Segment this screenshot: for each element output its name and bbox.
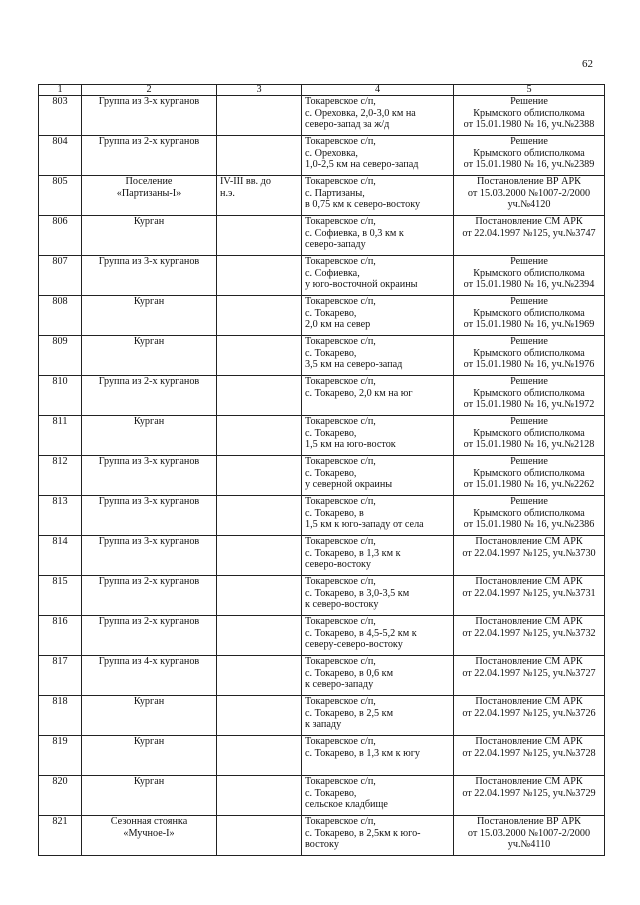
cell-decision-line: от 22.04.1997 №125, уч.№3726 bbox=[462, 707, 596, 719]
cell-number: 808 bbox=[39, 296, 82, 336]
table-row bbox=[39, 376, 605, 416]
cell-name bbox=[82, 96, 217, 136]
cell-decision bbox=[454, 296, 605, 336]
cell-location bbox=[302, 256, 454, 296]
cell-number: 803 bbox=[39, 96, 82, 136]
cell-period bbox=[217, 736, 302, 776]
cell-location-line: 1,5 км на юго-восток bbox=[305, 439, 396, 451]
cell-location-line: 1,5 км к юго-западу от села bbox=[305, 519, 424, 531]
cell-location bbox=[302, 656, 454, 696]
cell-location-line: к северо-западу bbox=[305, 679, 374, 691]
cell-location-line: с. Токарево, в 0,6 км bbox=[305, 667, 394, 679]
table-row bbox=[39, 96, 605, 136]
cell-name bbox=[82, 576, 217, 616]
table-row bbox=[39, 536, 605, 576]
table-header-row bbox=[39, 85, 605, 96]
cell-period bbox=[217, 496, 302, 536]
cell-name-line: Курган bbox=[133, 736, 165, 747]
column-header: 5 bbox=[454, 85, 605, 96]
cell-number: 812 bbox=[39, 456, 82, 496]
cell-location-line: с. Партизаны, bbox=[305, 187, 365, 199]
table-row bbox=[39, 576, 605, 616]
cell-decision-line: Решение bbox=[510, 96, 548, 107]
cell-number: 814 bbox=[39, 536, 82, 576]
cell-location bbox=[302, 96, 454, 136]
cell-decision-line: от 15.01.1980 № 16, уч.№2386 bbox=[463, 519, 595, 531]
cell-decision-line: от 22.04.1997 №125, уч.№3731 bbox=[462, 587, 596, 599]
cell-name bbox=[82, 256, 217, 296]
cell-location-line: северо-западу bbox=[305, 239, 366, 251]
cell-decision-line: от 15.01.1980 № 16, уч.№1969 bbox=[463, 319, 595, 331]
table-row bbox=[39, 216, 605, 256]
cell-location-line: северо-востоку bbox=[305, 559, 371, 571]
cell-decision-line: от 22.04.1997 №125, уч.№3730 bbox=[462, 547, 596, 559]
cell-decision-line: Крымского облисполкома bbox=[473, 307, 585, 319]
table-row bbox=[39, 416, 605, 456]
cell-location-line: Токаревское с/п, bbox=[305, 96, 376, 107]
cell-period bbox=[217, 96, 302, 136]
cell-name-line: Сезонная стоянка bbox=[110, 816, 188, 827]
table-row bbox=[39, 616, 605, 656]
cell-name bbox=[82, 136, 217, 176]
cell-decision bbox=[454, 776, 605, 816]
cell-decision-line: Крымского облисполкома bbox=[473, 347, 585, 359]
table-row bbox=[39, 696, 605, 736]
cell-location-line: Токаревское с/п, bbox=[305, 576, 376, 587]
cell-name-line: Группа из 3-х курганов bbox=[98, 96, 200, 107]
cell-name bbox=[82, 376, 217, 416]
cell-decision-line: Крымского облисполкома bbox=[473, 147, 585, 159]
cell-name bbox=[82, 296, 217, 336]
cell-location bbox=[302, 776, 454, 816]
cell-period bbox=[217, 576, 302, 616]
cell-decision-line: Постановление ВР АРК bbox=[477, 816, 581, 827]
cell-name bbox=[82, 736, 217, 776]
cell-decision bbox=[454, 136, 605, 176]
cell-decision-line: от 15.03.2000 №1007-2/2000 bbox=[467, 187, 591, 199]
cell-number: 821 bbox=[39, 816, 82, 856]
cell-decision-line: Крымского облисполкома bbox=[473, 267, 585, 279]
cell-decision-line: Постановление СМ АРК bbox=[475, 696, 583, 707]
cell-location-line: с. Токарево, 2,0 км на юг bbox=[305, 387, 413, 399]
cell-number: 811 bbox=[39, 416, 82, 456]
cell-period bbox=[217, 816, 302, 856]
cell-period bbox=[217, 136, 302, 176]
cell-decision-line: от 15.01.1980 № 16, уч.№2262 bbox=[463, 479, 595, 491]
table-row bbox=[39, 456, 605, 496]
cell-decision bbox=[454, 216, 605, 256]
cell-location-line: у юго-восточной окраины bbox=[305, 279, 418, 291]
cell-name-line: Группа из 3-х курганов bbox=[98, 536, 200, 547]
cell-decision-line: Решение bbox=[510, 336, 548, 347]
cell-location-line: Токаревское с/п, bbox=[305, 816, 376, 827]
cell-name-line: Группа из 2-х курганов bbox=[98, 136, 200, 147]
cell-decision-line: от 15.01.1980 № 16, уч.№1976 bbox=[463, 359, 595, 371]
cell-decision bbox=[454, 336, 605, 376]
cell-number: 809 bbox=[39, 336, 82, 376]
cell-decision-line: Крымского облисполкома bbox=[473, 107, 585, 119]
cell-location bbox=[302, 456, 454, 496]
cell-period bbox=[217, 456, 302, 496]
cell-name-line: Группа из 2-х курганов bbox=[98, 616, 200, 627]
cell-decision-line: от 22.04.1997 №125, уч.№3732 bbox=[462, 627, 596, 639]
table-row bbox=[39, 176, 605, 216]
cell-name bbox=[82, 656, 217, 696]
cell-location-line: с. Токарево, bbox=[305, 347, 357, 359]
cell-name-line: Курган bbox=[133, 776, 165, 787]
cell-period bbox=[217, 176, 302, 216]
cell-name-line: Курган bbox=[133, 216, 165, 227]
cell-location-line: Токаревское с/п, bbox=[305, 736, 376, 747]
cell-name-line: Группа из 2-х курганов bbox=[98, 576, 200, 587]
table-row bbox=[39, 496, 605, 536]
cell-period bbox=[217, 416, 302, 456]
cell-decision-line: Решение bbox=[510, 296, 548, 307]
cell-name bbox=[82, 456, 217, 496]
cell-location bbox=[302, 496, 454, 536]
cell-location bbox=[302, 736, 454, 776]
cell-location bbox=[302, 416, 454, 456]
cell-location-line: в 0,75 км к северо-востоку bbox=[305, 199, 421, 211]
cell-name-line: Курган bbox=[133, 416, 165, 427]
cell-location-line: с. Токарево, bbox=[305, 467, 357, 479]
cell-name-line: Курган bbox=[133, 696, 165, 707]
cell-location-line: Токаревское с/п, bbox=[305, 776, 376, 787]
cell-decision-line: Решение bbox=[510, 456, 548, 467]
cell-decision-line: Решение bbox=[510, 256, 548, 267]
cell-location-line: с. Ореховка, 2,0-3,0 км на bbox=[305, 107, 416, 119]
cell-decision-line: Решение bbox=[510, 416, 548, 427]
cell-decision bbox=[454, 576, 605, 616]
cell-location-line: Токаревское с/п, bbox=[305, 136, 376, 147]
cell-decision bbox=[454, 416, 605, 456]
column-header: 1 bbox=[39, 85, 82, 96]
table-row bbox=[39, 136, 605, 176]
cell-period bbox=[217, 296, 302, 336]
cell-location-line: Токаревское с/п, bbox=[305, 496, 376, 507]
cell-number: 813 bbox=[39, 496, 82, 536]
cell-number: 819 bbox=[39, 736, 82, 776]
cell-decision-line: уч.№4120 bbox=[507, 199, 551, 211]
cell-location-line: с. Токарево, bbox=[305, 787, 357, 799]
cell-location-line: Токаревское с/п, bbox=[305, 696, 376, 707]
cell-decision bbox=[454, 736, 605, 776]
cell-decision bbox=[454, 696, 605, 736]
cell-location-line: Токаревское с/п, bbox=[305, 216, 376, 227]
cell-decision-line: от 15.01.1980 № 16, уч.№2128 bbox=[463, 439, 595, 451]
cell-location-line: Токаревское с/п, bbox=[305, 376, 376, 387]
cell-name bbox=[82, 536, 217, 576]
cell-period bbox=[217, 336, 302, 376]
cell-location-line: с. Токарево, в 1,3 км к bbox=[305, 547, 401, 559]
cell-location-line: с. Токарево, в 1,3 км к югу bbox=[305, 747, 420, 759]
cell-period bbox=[217, 256, 302, 296]
cell-location-line: 2,0 км на север bbox=[305, 319, 371, 331]
cell-number: 807 bbox=[39, 256, 82, 296]
cell-decision bbox=[454, 536, 605, 576]
cell-decision-line: от 15.01.1980 № 16, уч.№2388 bbox=[463, 119, 595, 131]
table-row bbox=[39, 736, 605, 776]
cell-location-line: Токаревское с/п, bbox=[305, 416, 376, 427]
cell-decision-line: Крымского облисполкома bbox=[473, 507, 585, 519]
column-header: 3 bbox=[217, 85, 302, 96]
table-row bbox=[39, 256, 605, 296]
cell-location bbox=[302, 216, 454, 256]
cell-location-line: сельское кладбище bbox=[305, 799, 388, 811]
cell-location bbox=[302, 576, 454, 616]
cell-name bbox=[82, 816, 217, 856]
cell-name bbox=[82, 176, 217, 216]
cell-location-line: с. Токарево, в 4,5-5,2 км к bbox=[305, 627, 417, 639]
cell-name bbox=[82, 216, 217, 256]
cell-location bbox=[302, 696, 454, 736]
cell-decision-line: Постановление СМ АРК bbox=[475, 576, 583, 587]
cell-name-line: Поселение bbox=[125, 176, 173, 187]
cell-decision bbox=[454, 376, 605, 416]
cell-location bbox=[302, 376, 454, 416]
cell-name-line: Группа из 3-х курганов bbox=[98, 496, 200, 507]
cell-location bbox=[302, 336, 454, 376]
cell-decision-line: от 22.04.1997 №125, уч.№3729 bbox=[462, 787, 596, 799]
cell-decision-line: Постановление СМ АРК bbox=[475, 736, 583, 747]
cell-location-line: северу-северо-востоку bbox=[305, 639, 403, 651]
cell-decision bbox=[454, 816, 605, 856]
table-row bbox=[39, 816, 605, 856]
cell-decision-line: от 22.04.1997 №125, уч.№3728 bbox=[462, 747, 596, 759]
cell-name-line: Курган bbox=[133, 296, 165, 307]
cell-number: 810 bbox=[39, 376, 82, 416]
cell-location-line: с. Ореховка, bbox=[305, 147, 358, 159]
monuments-table bbox=[38, 84, 605, 856]
cell-location-line: Токаревское с/п, bbox=[305, 536, 376, 547]
cell-number: 817 bbox=[39, 656, 82, 696]
cell-location-line: с. Токарево, в 2,5км к юго- bbox=[305, 827, 421, 839]
cell-decision-line: Постановление ВР АРК bbox=[477, 176, 581, 187]
cell-name bbox=[82, 696, 217, 736]
cell-location-line: с. Токарево, bbox=[305, 307, 357, 319]
cell-number: 805 bbox=[39, 176, 82, 216]
cell-period bbox=[217, 376, 302, 416]
cell-decision-line: Решение bbox=[510, 376, 548, 387]
cell-decision-line: Постановление СМ АРК bbox=[475, 536, 583, 547]
cell-period-line: н.э. bbox=[220, 187, 235, 199]
cell-location bbox=[302, 136, 454, 176]
cell-name-line: Группа из 3-х курганов bbox=[98, 256, 200, 267]
cell-name-line: Группа из 3-х курганов bbox=[98, 456, 200, 467]
cell-number: 804 bbox=[39, 136, 82, 176]
cell-name-line: «Партизаны-I» bbox=[116, 187, 182, 199]
cell-location bbox=[302, 816, 454, 856]
cell-decision-line: Крымского облисполкома bbox=[473, 387, 585, 399]
cell-name bbox=[82, 776, 217, 816]
cell-location-line: с. Софиевка, в 0,3 км к bbox=[305, 227, 404, 239]
cell-number: 820 bbox=[39, 776, 82, 816]
cell-decision-line: Крымского облисполкома bbox=[473, 427, 585, 439]
table-row bbox=[39, 336, 605, 376]
cell-location-line: 1,0-2,5 км на северо-запад bbox=[305, 159, 419, 171]
cell-location-line: 3,5 км на северо-запад bbox=[305, 359, 403, 371]
cell-location-line: к западу bbox=[305, 719, 342, 731]
cell-location-line: Токаревское с/п, bbox=[305, 296, 376, 307]
cell-location-line: у северной окраины bbox=[305, 479, 393, 491]
cell-location-line: Токаревское с/п, bbox=[305, 336, 376, 347]
cell-number: 816 bbox=[39, 616, 82, 656]
page-number: 62 bbox=[582, 58, 593, 70]
cell-decision-line: уч.№4110 bbox=[507, 839, 551, 851]
cell-location-line: с. Токарево, в 2,5 км bbox=[305, 707, 394, 719]
cell-location-line: с. Токарево, bbox=[305, 427, 357, 439]
cell-location-line: с. Софиевка, bbox=[305, 267, 360, 279]
cell-decision bbox=[454, 176, 605, 216]
cell-name-line: Курган bbox=[133, 336, 165, 347]
cell-decision-line: Постановление СМ АРК bbox=[475, 616, 583, 627]
cell-name-line: Группа из 2-х курганов bbox=[98, 376, 200, 387]
cell-decision bbox=[454, 96, 605, 136]
cell-location-line: Токаревское с/п, bbox=[305, 656, 376, 667]
cell-period-line: IV-III вв. до bbox=[220, 176, 271, 187]
cell-period bbox=[217, 216, 302, 256]
cell-location-line: Токаревское с/п, bbox=[305, 616, 376, 627]
cell-number: 815 bbox=[39, 576, 82, 616]
cell-location bbox=[302, 536, 454, 576]
cell-period bbox=[217, 696, 302, 736]
cell-name bbox=[82, 336, 217, 376]
column-header: 2 bbox=[82, 85, 217, 96]
cell-number: 818 bbox=[39, 696, 82, 736]
cell-location-line: к северо-востоку bbox=[305, 599, 379, 611]
cell-decision-line: от 15.01.1980 № 16, уч.№1972 bbox=[463, 399, 595, 411]
cell-name bbox=[82, 496, 217, 536]
cell-decision-line: от 15.01.1980 № 16, уч.№2394 bbox=[463, 279, 595, 291]
cell-number: 806 bbox=[39, 216, 82, 256]
cell-period bbox=[217, 536, 302, 576]
cell-decision-line: Крымского облисполкома bbox=[473, 467, 585, 479]
cell-location-line: северо-запад за ж/д bbox=[305, 119, 390, 131]
table-row bbox=[39, 776, 605, 816]
cell-location bbox=[302, 296, 454, 336]
cell-decision bbox=[454, 656, 605, 696]
cell-period bbox=[217, 776, 302, 816]
table-row bbox=[39, 296, 605, 336]
cell-name-line: Группа из 4-х курганов bbox=[98, 656, 200, 667]
cell-decision-line: от 15.03.2000 №1007-2/2000 bbox=[467, 827, 591, 839]
cell-name-line: «Мучное-I» bbox=[123, 827, 175, 839]
cell-decision-line: Решение bbox=[510, 496, 548, 507]
cell-location-line: Токаревское с/п, bbox=[305, 176, 376, 187]
cell-decision-line: от 15.01.1980 № 16, уч.№2389 bbox=[463, 159, 595, 171]
cell-location bbox=[302, 616, 454, 656]
cell-location bbox=[302, 176, 454, 216]
cell-location-line: с. Токарево, в bbox=[305, 507, 364, 519]
cell-location-line: Токаревское с/п, bbox=[305, 456, 376, 467]
cell-decision bbox=[454, 256, 605, 296]
cell-decision-line: от 22.04.1997 №125, уч.№3747 bbox=[462, 227, 596, 239]
cell-decision bbox=[454, 496, 605, 536]
cell-decision-line: от 22.04.1997 №125, уч.№3727 bbox=[462, 667, 596, 679]
cell-location-line: востоку bbox=[305, 839, 339, 851]
cell-location-line: с. Токарево, в 3,0-3,5 км bbox=[305, 587, 410, 599]
cell-decision-line: Постановление СМ АРК bbox=[475, 216, 583, 227]
cell-name bbox=[82, 616, 217, 656]
cell-period bbox=[217, 616, 302, 656]
cell-name bbox=[82, 416, 217, 456]
cell-decision-line: Решение bbox=[510, 136, 548, 147]
cell-decision-line: Постановление СМ АРК bbox=[475, 656, 583, 667]
cell-decision bbox=[454, 456, 605, 496]
table-row bbox=[39, 656, 605, 696]
cell-decision-line: Постановление СМ АРК bbox=[475, 776, 583, 787]
cell-decision bbox=[454, 616, 605, 656]
cell-location-line: Токаревское с/п, bbox=[305, 256, 376, 267]
cell-period bbox=[217, 656, 302, 696]
column-header: 4 bbox=[302, 85, 454, 96]
